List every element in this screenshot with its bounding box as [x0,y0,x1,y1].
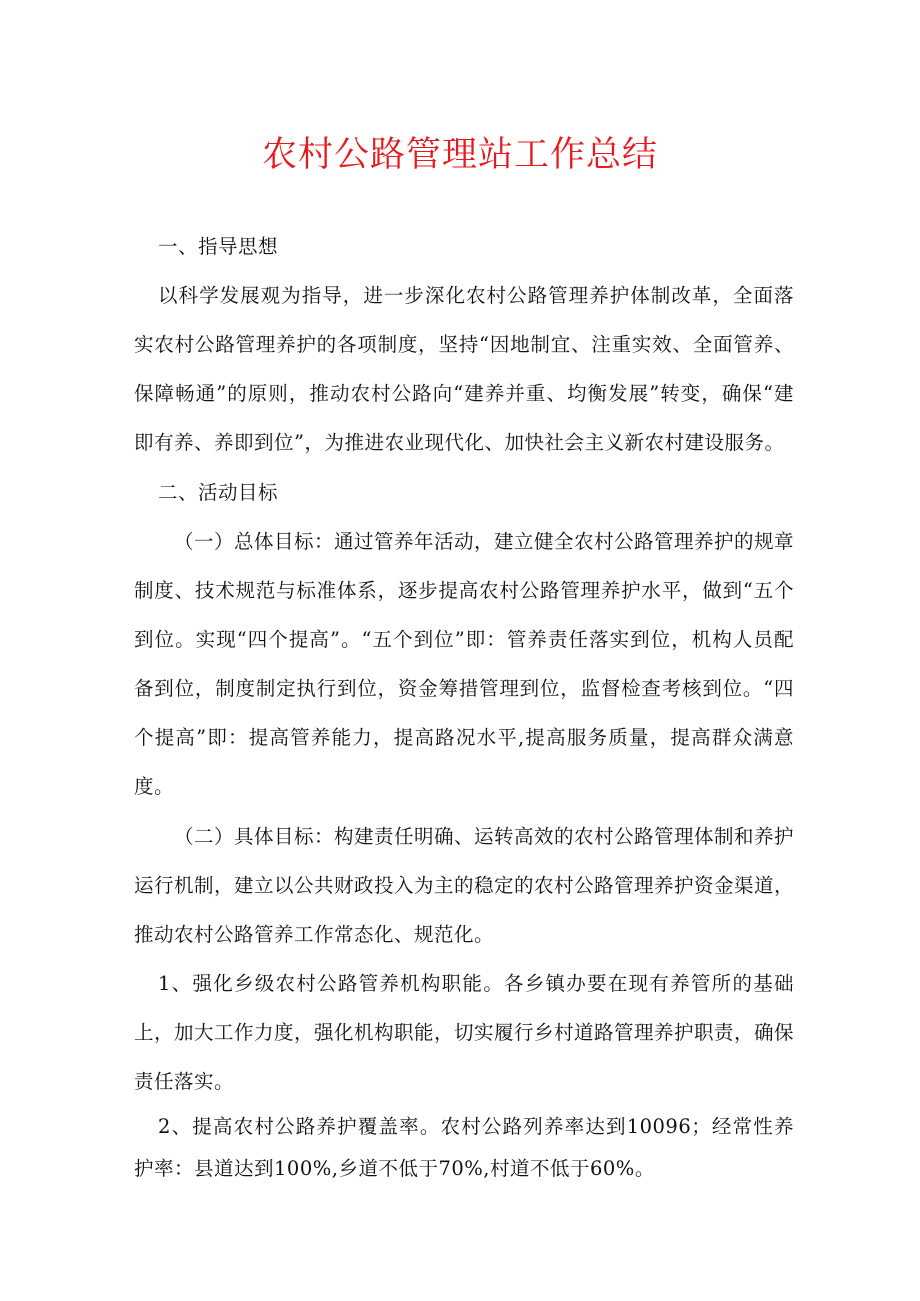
paragraph: 2、提高农村公路养护覆盖率。农村公路列养率达到10096；经常性养护率：县道达到100%,乡道不低于70%,村道不低于60%。 [134,1115,794,1180]
paragraph-item-2 [134,1106,794,1190]
paragraph: （一）总体目标：通过管养年活动，建立健全农村公路管理养护的规章制度、技术规范与标准体系，逐步提高农村公路管理养护水平，做到“五个到位。实现“四个提高”。“五个到位”即：管养责任落实到位，机构人员配备到位，制度制定执行到位，资金筹措管理到位，监督检查考核到位。“四个提高”即：提高管养能力，提高路况水平,提高服务质量，提高群众满意度。 [134,530,795,798]
paragraph-guiding-thought-body [134,271,794,467]
paragraph: 二、活动目标 [158,481,279,504]
section-heading-activity-goals [134,468,794,517]
paragraph-overall-goal [134,517,794,811]
paragraph: 1、强化乡级农村公路管养机构职能。各乡镇办要在现有养管所的基础上，加大工作力度，强化机构职能，切实履行乡村道路管理养护职责，确保责任落实。 [134,972,795,1093]
paragraph: 一、指导思想 [158,235,279,258]
document-title: 农村公路管理站工作总结 [261,135,658,175]
paragraph: 以科学发展观为指导，进一步深化农村公路管理养护体制改革，全面落实农村公路管理养护的各项制度，坚持“因地制宜、注重实效、全面管养、保障畅通”的原则，推动农村公路向“建养并重、均衡发展”转变，确保“建即有养、养即到位”，为推进农业现代化、加快社会主义新农村建设服务。 [134,284,794,454]
paragraph-specific-goal [134,812,794,959]
section-heading-guiding-thought [134,222,794,271]
paragraph: （二）具体目标：构建责任明确、运转高效的农村公路管理体制和养护运行机制，建立以公共财政投入为主的稳定的农村公路管理养护资金渠道，推动农村公路管养工作常态化、规范化。 [134,825,795,946]
paragraph-item-1 [134,959,794,1106]
